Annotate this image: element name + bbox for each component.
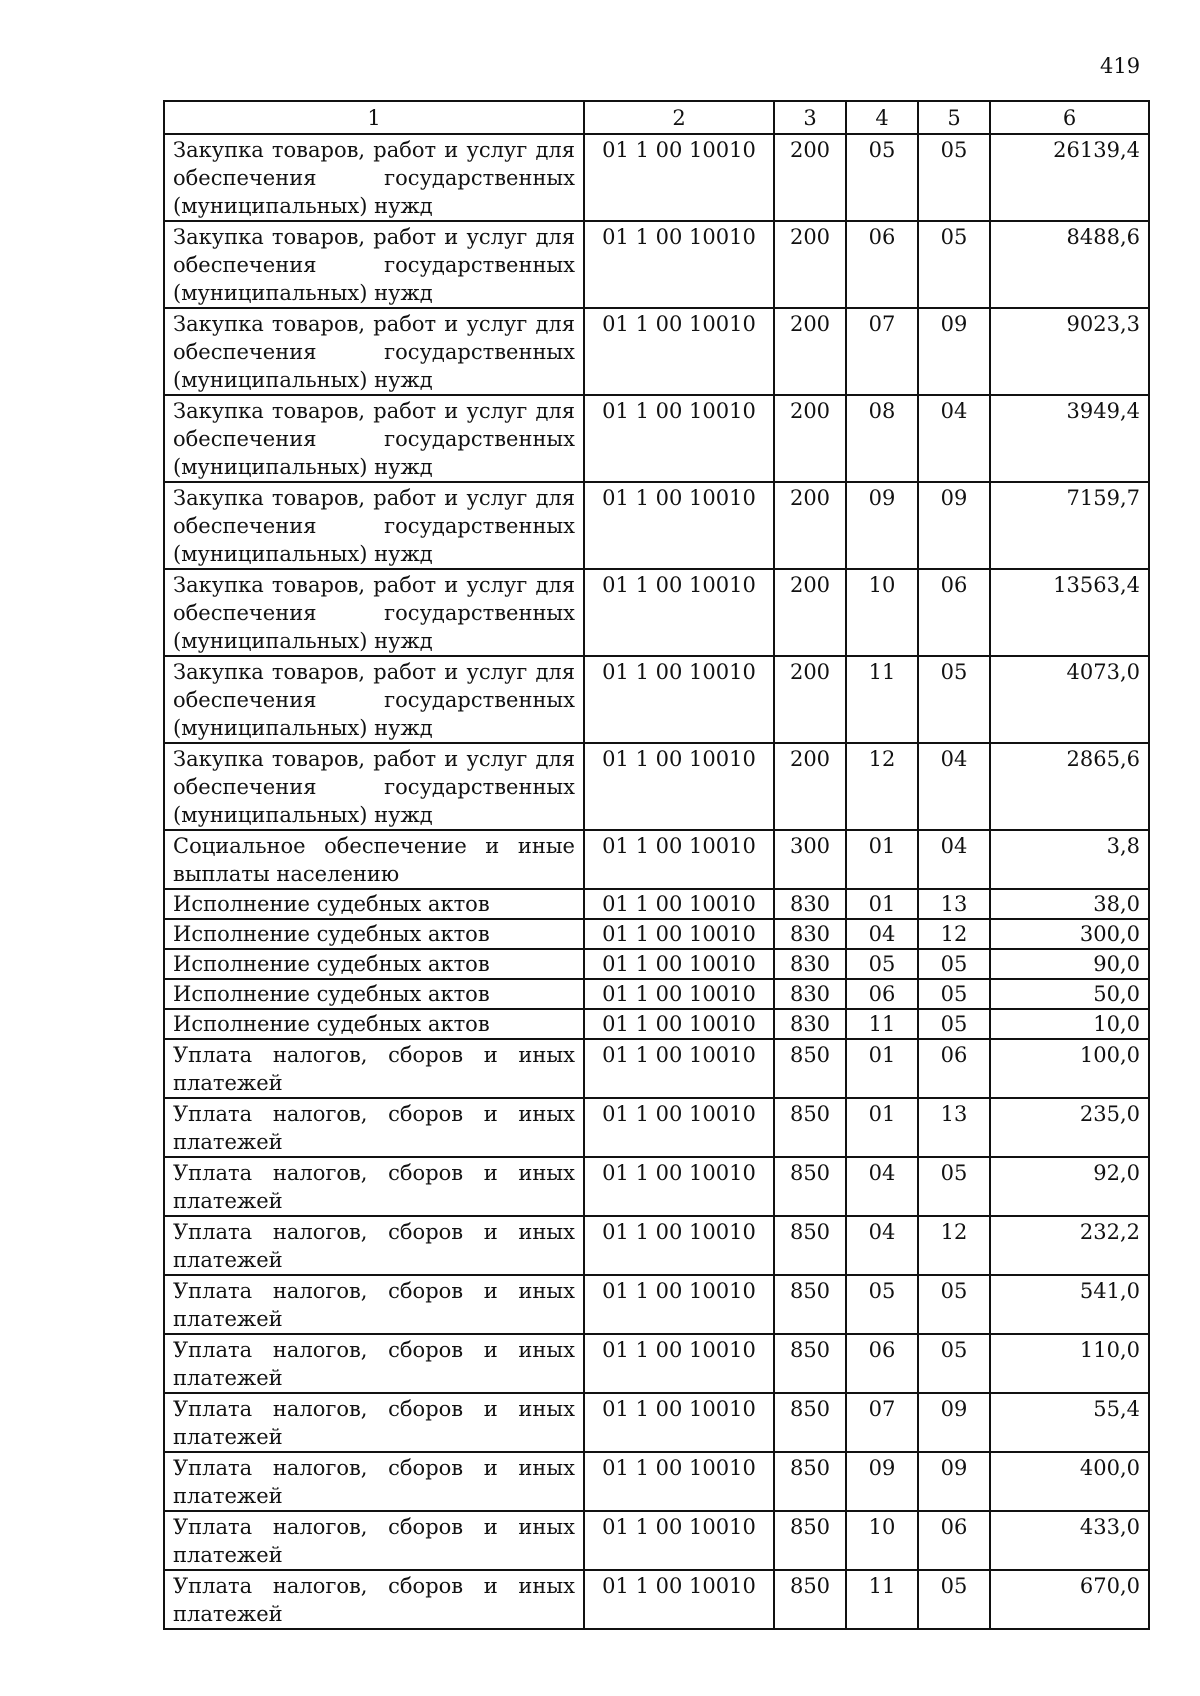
row-expense-type: 830 [774, 979, 846, 1009]
row-amount: 670,0 [990, 1570, 1149, 1629]
row-subsection: 12 [918, 919, 990, 949]
table-row [164, 949, 1149, 979]
row-section: 11 [846, 1009, 918, 1039]
row-name: Закупка товаров, работ и услуг для обеспечения государственных (муниципальных) нужд [164, 569, 584, 656]
row-name: Уплата налогов, сборов и иных платежей [164, 1157, 584, 1216]
row-expense-type: 830 [774, 889, 846, 919]
row-section: 01 [846, 830, 918, 889]
table-row [164, 482, 1149, 569]
row-expense-type: 850 [774, 1039, 846, 1098]
row-subsection: 05 [918, 979, 990, 1009]
row-expense-type: 200 [774, 395, 846, 482]
row-code: 01 1 00 10010 [584, 830, 774, 889]
row-amount: 3,8 [990, 830, 1149, 889]
table-row [164, 743, 1149, 830]
table-row [164, 1452, 1149, 1511]
row-section: 09 [846, 482, 918, 569]
row-amount: 4073,0 [990, 656, 1149, 743]
row-expense-type: 850 [774, 1511, 846, 1570]
row-expense-type: 200 [774, 308, 846, 395]
row-code: 01 1 00 10010 [584, 221, 774, 308]
row-subsection: 09 [918, 308, 990, 395]
row-amount: 235,0 [990, 1098, 1149, 1157]
row-amount: 300,0 [990, 919, 1149, 949]
row-subsection: 09 [918, 1393, 990, 1452]
table-row [164, 308, 1149, 395]
row-code: 01 1 00 10010 [584, 1098, 774, 1157]
row-name: Уплата налогов, сборов и иных платежей [164, 1511, 584, 1570]
row-amount: 38,0 [990, 889, 1149, 919]
row-expense-type: 200 [774, 134, 846, 221]
row-name: Исполнение судебных актов [164, 919, 584, 949]
row-subsection: 05 [918, 1275, 990, 1334]
row-subsection: 13 [918, 889, 990, 919]
row-code: 01 1 00 10010 [584, 743, 774, 830]
row-code: 01 1 00 10010 [584, 482, 774, 569]
row-expense-type: 850 [774, 1393, 846, 1452]
row-code: 01 1 00 10010 [584, 889, 774, 919]
row-name: Уплата налогов, сборов и иных платежей [164, 1334, 584, 1393]
row-amount: 400,0 [990, 1452, 1149, 1511]
row-code: 01 1 00 10010 [584, 1157, 774, 1216]
row-name: Уплата налогов, сборов и иных платежей [164, 1216, 584, 1275]
row-subsection: 09 [918, 1452, 990, 1511]
table-row [164, 830, 1149, 889]
row-subsection: 12 [918, 1216, 990, 1275]
row-code: 01 1 00 10010 [584, 1039, 774, 1098]
header-cell-3: 3 [774, 101, 846, 134]
row-section: 04 [846, 1216, 918, 1275]
row-subsection: 06 [918, 569, 990, 656]
table-row [164, 1157, 1149, 1216]
row-amount: 50,0 [990, 979, 1149, 1009]
table-row [164, 1098, 1149, 1157]
header-cell-6: 6 [990, 101, 1149, 134]
row-section: 10 [846, 1511, 918, 1570]
row-amount: 8488,6 [990, 221, 1149, 308]
row-subsection: 05 [918, 1009, 990, 1039]
row-subsection: 05 [918, 221, 990, 308]
row-amount: 433,0 [990, 1511, 1149, 1570]
table-row [164, 1275, 1149, 1334]
table-row [164, 1511, 1149, 1570]
row-code: 01 1 00 10010 [584, 1511, 774, 1570]
table-row [164, 569, 1149, 656]
row-amount: 9023,3 [990, 308, 1149, 395]
row-amount: 55,4 [990, 1393, 1149, 1452]
row-expense-type: 200 [774, 482, 846, 569]
row-name: Исполнение судебных актов [164, 1009, 584, 1039]
table-row [164, 1009, 1149, 1039]
row-amount: 13563,4 [990, 569, 1149, 656]
row-subsection: 13 [918, 1098, 990, 1157]
row-section: 04 [846, 1157, 918, 1216]
row-expense-type: 200 [774, 569, 846, 656]
row-section: 01 [846, 1098, 918, 1157]
row-expense-type: 830 [774, 1009, 846, 1039]
row-amount: 541,0 [990, 1275, 1149, 1334]
table-row [164, 1334, 1149, 1393]
row-name: Уплата налогов, сборов и иных платежей [164, 1039, 584, 1098]
row-code: 01 1 00 10010 [584, 656, 774, 743]
row-section: 06 [846, 979, 918, 1009]
row-name: Закупка товаров, работ и услуг для обеспечения государственных (муниципальных) нужд [164, 134, 584, 221]
row-code: 01 1 00 10010 [584, 1393, 774, 1452]
row-code: 01 1 00 10010 [584, 1009, 774, 1039]
row-name: Закупка товаров, работ и услуг для обеспечения государственных (муниципальных) нужд [164, 308, 584, 395]
row-name: Закупка товаров, работ и услуг для обеспечения государственных (муниципальных) нужд [164, 395, 584, 482]
row-subsection: 05 [918, 1157, 990, 1216]
row-expense-type: 200 [774, 221, 846, 308]
row-name: Закупка товаров, работ и услуг для обеспечения государственных (муниципальных) нужд [164, 482, 584, 569]
row-name: Исполнение судебных актов [164, 889, 584, 919]
row-name: Уплата налогов, сборов и иных платежей [164, 1570, 584, 1629]
row-code: 01 1 00 10010 [584, 919, 774, 949]
row-name: Уплата налогов, сборов и иных платежей [164, 1393, 584, 1452]
row-expense-type: 200 [774, 656, 846, 743]
row-amount: 7159,7 [990, 482, 1149, 569]
table-row [164, 1570, 1149, 1629]
row-amount: 26139,4 [990, 134, 1149, 221]
row-subsection: 04 [918, 395, 990, 482]
row-amount: 232,2 [990, 1216, 1149, 1275]
row-subsection: 06 [918, 1511, 990, 1570]
row-amount: 3949,4 [990, 395, 1149, 482]
table-row [164, 979, 1149, 1009]
row-subsection: 05 [918, 134, 990, 221]
row-expense-type: 850 [774, 1157, 846, 1216]
table-row [164, 919, 1149, 949]
row-expense-type: 850 [774, 1452, 846, 1511]
row-section: 06 [846, 1334, 918, 1393]
row-amount: 10,0 [990, 1009, 1149, 1039]
row-section: 11 [846, 656, 918, 743]
row-code: 01 1 00 10010 [584, 1275, 774, 1334]
row-name: Уплата налогов, сборов и иных платежей [164, 1098, 584, 1157]
table-row [164, 134, 1149, 221]
row-name: Социальное обеспечение и иные выплаты населению [164, 830, 584, 889]
row-amount: 2865,6 [990, 743, 1149, 830]
row-code: 01 1 00 10010 [584, 395, 774, 482]
row-section: 05 [846, 949, 918, 979]
row-section: 07 [846, 1393, 918, 1452]
row-section: 06 [846, 221, 918, 308]
row-name: Исполнение судебных актов [164, 979, 584, 1009]
row-section: 04 [846, 919, 918, 949]
row-section: 12 [846, 743, 918, 830]
row-amount: 90,0 [990, 949, 1149, 979]
row-expense-type: 850 [774, 1334, 846, 1393]
row-code: 01 1 00 10010 [584, 308, 774, 395]
header-cell-5: 5 [918, 101, 990, 134]
row-expense-type: 830 [774, 949, 846, 979]
row-name: Закупка товаров, работ и услуг для обеспечения государственных (муниципальных) нужд [164, 656, 584, 743]
row-subsection: 05 [918, 949, 990, 979]
row-name: Исполнение судебных актов [164, 949, 584, 979]
table-row [164, 1039, 1149, 1098]
row-name: Уплата налогов, сборов и иных платежей [164, 1275, 584, 1334]
row-expense-type: 850 [774, 1098, 846, 1157]
table-row [164, 656, 1149, 743]
row-code: 01 1 00 10010 [584, 134, 774, 221]
header-cell-4: 4 [846, 101, 918, 134]
row-amount: 110,0 [990, 1334, 1149, 1393]
row-section: 10 [846, 569, 918, 656]
header-cell-2: 2 [584, 101, 774, 134]
header-row [164, 101, 1149, 134]
row-subsection: 04 [918, 830, 990, 889]
table-row [164, 1393, 1149, 1452]
table-body [164, 134, 1149, 1629]
row-expense-type: 850 [774, 1216, 846, 1275]
row-code: 01 1 00 10010 [584, 1334, 774, 1393]
row-expense-type: 830 [774, 919, 846, 949]
table-row [164, 1216, 1149, 1275]
row-section: 01 [846, 1039, 918, 1098]
row-subsection: 05 [918, 1570, 990, 1629]
row-section: 01 [846, 889, 918, 919]
table-row [164, 889, 1149, 919]
row-subsection: 05 [918, 656, 990, 743]
row-section: 08 [846, 395, 918, 482]
row-expense-type: 300 [774, 830, 846, 889]
row-name: Уплата налогов, сборов и иных платежей [164, 1452, 584, 1511]
row-amount: 100,0 [990, 1039, 1149, 1098]
row-subsection: 09 [918, 482, 990, 569]
row-section: 05 [846, 1275, 918, 1334]
row-code: 01 1 00 10010 [584, 949, 774, 979]
row-subsection: 06 [918, 1039, 990, 1098]
table-row [164, 395, 1149, 482]
header-cell-1: 1 [164, 101, 584, 134]
budget-table [163, 100, 1150, 1630]
row-code: 01 1 00 10010 [584, 1216, 774, 1275]
page-number: 419 [1100, 54, 1141, 78]
row-section: 07 [846, 308, 918, 395]
row-expense-type: 850 [774, 1570, 846, 1629]
row-amount: 92,0 [990, 1157, 1149, 1216]
row-name: Закупка товаров, работ и услуг для обеспечения государственных (муниципальных) нужд [164, 221, 584, 308]
row-section: 11 [846, 1570, 918, 1629]
table-row [164, 221, 1149, 308]
row-code: 01 1 00 10010 [584, 1452, 774, 1511]
row-code: 01 1 00 10010 [584, 569, 774, 656]
row-code: 01 1 00 10010 [584, 979, 774, 1009]
row-expense-type: 850 [774, 1275, 846, 1334]
row-section: 09 [846, 1452, 918, 1511]
row-name: Закупка товаров, работ и услуг для обеспечения государственных (муниципальных) нужд [164, 743, 584, 830]
row-code: 01 1 00 10010 [584, 1570, 774, 1629]
row-subsection: 05 [918, 1334, 990, 1393]
row-subsection: 04 [918, 743, 990, 830]
row-section: 05 [846, 134, 918, 221]
row-expense-type: 200 [774, 743, 846, 830]
